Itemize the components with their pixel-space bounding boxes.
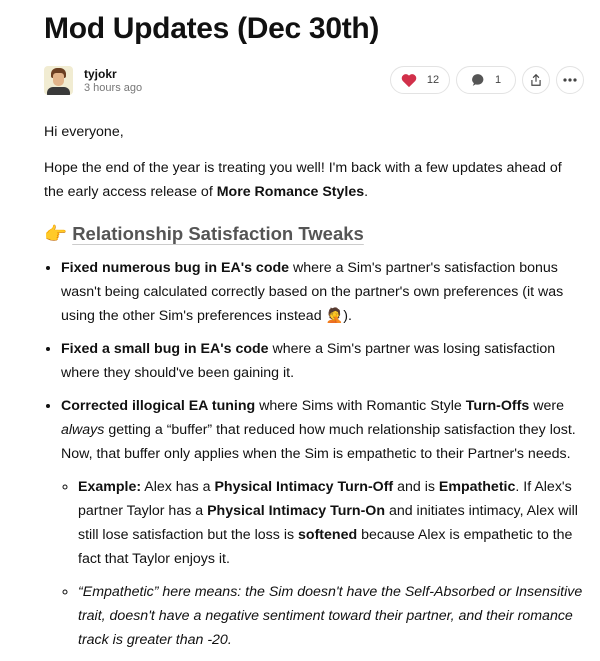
like-count: 12 (426, 74, 440, 86)
list-item: • Fixed numerous bug in EA's code where a Sim's partner's satisfaction bonus wasn't being calculated correctly based on the partner's own preferences (it was using the other Sim's preferences instead 🤦). (61, 256, 584, 328)
comment-button[interactable] (456, 66, 516, 94)
author-name[interactable]: tyjokr (84, 67, 117, 81)
comment-icon (471, 73, 485, 87)
avatar[interactable] (44, 66, 73, 95)
author-block (44, 66, 142, 95)
share-icon (529, 73, 543, 87)
more-options-button[interactable] (556, 66, 584, 94)
pointing-hand-icon: 👉 (44, 223, 68, 244)
post-time: 3 hours ago (84, 82, 143, 94)
post-body (44, 120, 584, 661)
facepalm-icon: 🤦 (325, 308, 344, 324)
greeting: Hi everyone, (44, 124, 124, 140)
bullet-list (44, 256, 584, 652)
like-button[interactable] (390, 66, 450, 94)
more-icon (563, 78, 577, 82)
comment-count: 1 (494, 74, 502, 86)
list-item: • Fixed a small bug in EA's code where a Sim's partner was losing satisfaction where they should've been gaining it. (61, 337, 584, 385)
page-title: Mod Updates (Dec 30th) (44, 12, 380, 45)
sub-list-item: ◦ “Empathetic” here means: the Sim doesn't have the Self-Absorbed or Insensitive trait, doesn't have a negative sentiment toward their partner, and their romance track is greater than -20. (78, 580, 584, 652)
section-heading: 👉 Relationship Satisfaction Tweaks (44, 223, 364, 244)
list-item: • Corrected illogical EA tuning where Sims with Romantic Style Turn-Offs were always getting a “buffer” that reduced how much relationship satisfaction they lost. Now, that buffer only applies when the Sim is empathetic to their Partner's needs. ◦ Example: Alex has a Physical Intimacy Turn-Off and is Empathetic. If Alex's partner Taylor has a Physical Intimacy Turn-On and initiates intimacy, Alex will still lose satisfaction but the loss is softened because Alex is empathetic to the fact that Taylor enjoys it. ◦ “Empathetic” here means: the Sim doesn't have the Self-Absorbed or Insensitive trait, doesn't have a negative sentiment toward their partner, and their romance track is greater than -20. (61, 394, 584, 652)
sub-list-item: ◦ Example: Alex has a Physical Intimacy Turn-Off and is Empathetic. If Alex's partner Taylor has a Physical Intimacy Turn-On and initiates intimacy, Alex will still lose satisfaction but the loss is softened because Alex is empathetic to the fact that Taylor enjoys it. (78, 475, 584, 571)
intro-paragraph: Hope the end of the year is treating you well! I'm back with a few updates ahead of the early access release of More Romance Styles. (44, 160, 562, 200)
share-button[interactable] (522, 66, 550, 94)
heart-icon (401, 73, 417, 88)
